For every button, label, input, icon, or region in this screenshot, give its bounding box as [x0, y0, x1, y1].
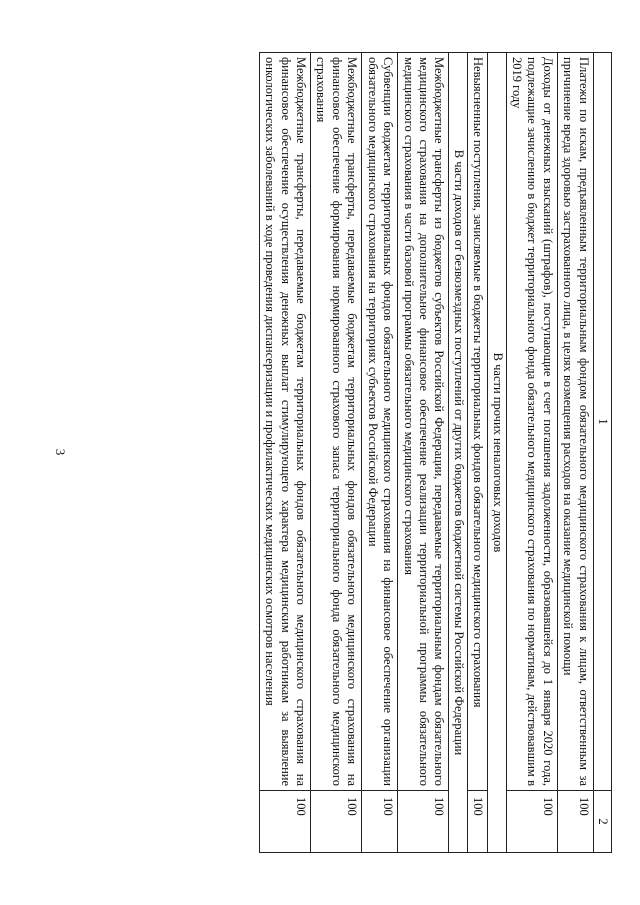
table-row — [362, 53, 398, 853]
table-row — [557, 53, 593, 853]
normative-percent: 100 — [398, 791, 449, 853]
revenue-description: Межбюджетные трансферты, передаваемые бюджетам территориальных фондов обязательного медицинского страхования на финансовое обеспечение формирования нормированного страхового запаса территориального фонда обязательного медицинского страхования — [311, 53, 362, 791]
table-row — [311, 53, 362, 853]
revenue-description: Платежи по искам, предъявленным территориальным фондом обязательного медицинского страхования к лицам, ответственным за причинение вреда здоровью застрахованного лица, в целях возмещения расходов на оказание медицинской помощи — [557, 53, 593, 791]
revenue-description: Межбюджетные трансферты, передаваемые бюджетам территориальных фондов обязательного медицинского страхования на финансовое обеспечение осуществления денежных выплат стимулирующего характера медицинским работникам за выявление онкологических заболеваний в ходе проведения диспансеризации и профилактических медицинских осмотров населения — [259, 53, 310, 791]
table-row — [506, 53, 557, 853]
page-number: 3 — [53, 448, 68, 456]
normative-percent: 100 — [506, 791, 557, 853]
rotated-table-container — [82, 52, 612, 852]
revenue-description: Доходы от денежных взысканий (штрафов), поступающие в счет погашения задолженности, образовавшейся до 1 января 2020 года, подлежащие зачислению в бюджет территориального фонда обязательного медицинского страхования по нормативам, действовавшим в 2019 году — [506, 53, 557, 791]
normative-percent: 100 — [557, 791, 593, 853]
header-col-2: 2 — [593, 791, 611, 853]
section-row — [449, 53, 467, 853]
normative-percent: 100 — [467, 791, 487, 853]
normative-percent: 100 — [311, 791, 362, 853]
normative-percent: 100 — [362, 791, 398, 853]
table-row — [259, 53, 310, 853]
header-col-1: 1 — [593, 53, 611, 791]
table-row — [398, 53, 449, 853]
revenue-description: Невыясненные поступления, зачисляемые в бюджеты территориальных фондов обязательного медицинского страхования — [467, 53, 487, 791]
table-row — [467, 53, 487, 853]
revenue-description: Субвенции бюджетам территориальных фондов обязательного медицинского страхования на финансовое обеспечение организации обязательного медицинского страхования на территориях субъектов Российской Федерации — [362, 53, 398, 791]
normative-percent: 100 — [259, 791, 310, 853]
section-title: В части прочих неналоговых доходов — [488, 53, 506, 853]
section-row — [488, 53, 506, 853]
revenue-standards-table — [259, 52, 612, 853]
section-title: В части доходов от безвозмездных поступлений от других бюджетов бюджетной системы Российской Федерации — [449, 53, 467, 853]
revenue-description: Межбюджетные трансферты из бюджетов субъектов Российской Федерации, передаваемые территориальным фондам обязательного медицинского страхования на дополнительное финансовое обеспечение реализации территориальной программы обязательного медицинского страхования в части базовой программы обязательного медицинского страхования — [398, 53, 449, 791]
table-header-row — [593, 53, 611, 853]
